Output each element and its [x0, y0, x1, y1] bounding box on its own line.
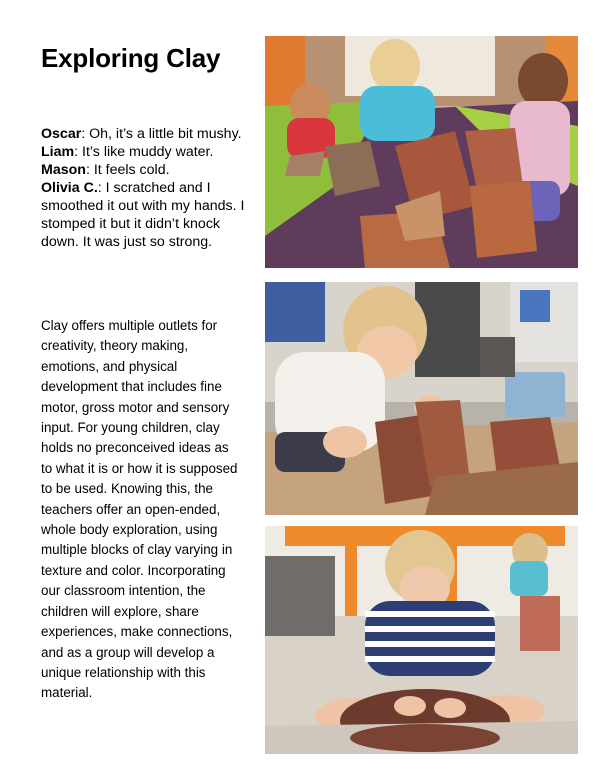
quote-olivia [41, 179, 256, 251]
quote-speaker: Oscar [41, 126, 82, 142]
photo-child-clay-closeup-icon [265, 282, 578, 515]
page-title: Exploring Clay [41, 43, 221, 73]
quote-oscar [41, 125, 256, 143]
quote-speaker: Mason [41, 162, 86, 178]
photo-child-hands-in-clay-icon [265, 526, 578, 754]
quote-speaker: Olivia C. [41, 180, 98, 196]
quote-mason [41, 161, 256, 179]
body-paragraph: Clay offers multiple outlets for creativity, theory making, emotions, and physical development that includes fine motor, gross motor and sensory input. For young children, clay holds no preconceived ideas as to what it is or how it is supposed to be used. Knowing this, the teachers offer an open-ended, whole body exploration, using multiple blocks of clay varying in texture and color. Incorporating our classroom intention, the children will explore, share experiences, make connections, and as a group will develop a unique relationship with this material. [41, 318, 238, 701]
children-quotes [41, 125, 256, 251]
photo-children-clay-blocks [265, 36, 578, 268]
photo-child-clay-closeup [265, 282, 578, 515]
photo-children-clay-blocks-icon [265, 36, 578, 268]
quote-liam [41, 143, 256, 161]
quote-text: : It feels cold. [85, 162, 170, 178]
photo-child-hands-in-clay [265, 526, 578, 754]
quote-text: : It’s like muddy water. [74, 144, 214, 160]
quote-text: : I scratched and I smoothed it out with my hands. I stomped it but it didn’t knock down. It was just so strong. [41, 180, 245, 250]
quote-speaker: Liam [41, 144, 75, 160]
quote-text: : Oh, it’s a little bit mushy. [81, 126, 242, 142]
